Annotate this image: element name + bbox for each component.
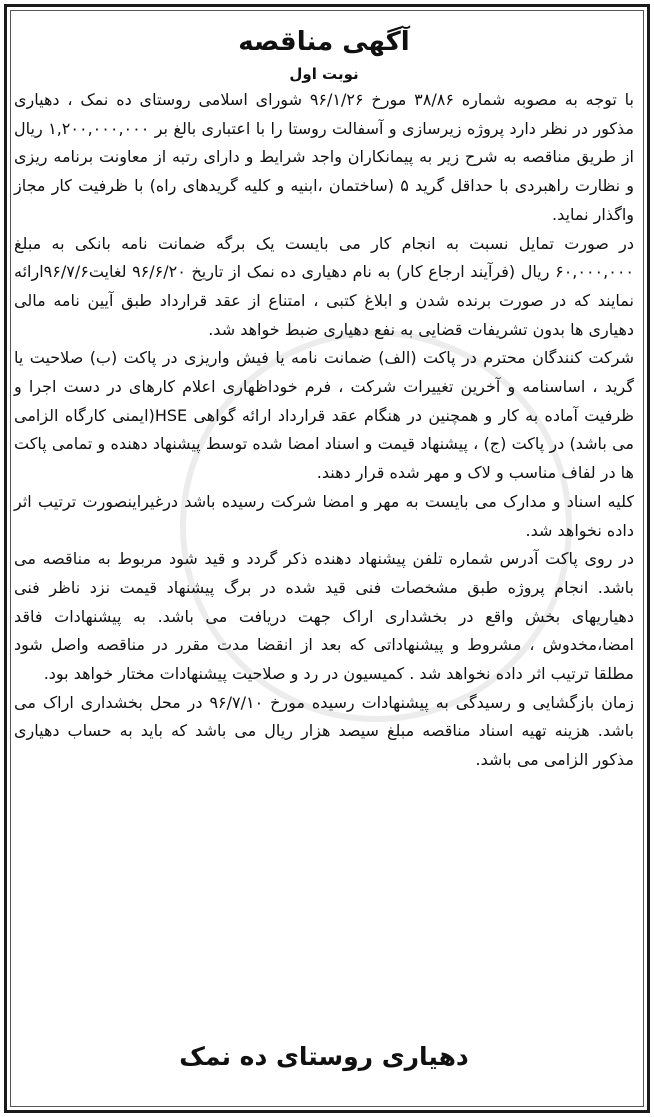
notice-title: آگهی مناقصه [238, 27, 410, 57]
notice-body [14, 26, 634, 775]
notice-subtitle: نوبت اول [289, 65, 359, 83]
paragraph-intro: با توجه به مصوبه شماره ۳۸/۸۶ مورخ ۹۶/۱/۲۶ شورای اسلامی روستای ده نمک ، دهیاری مذکور در نظر دارد پروژه زیرسازی و آسفالت روستا را با اعتباری بالغ بر ۱,۲۰۰,۰۰۰,۰۰۰ ریال از طریق مناقصه به شرح زیر به پیمانکاران واجد شرایط و دارای رتبه از معاونت برنامه ریزی و نظارت راهبردی با حداقل گرید ۵ (ساختمان ،ابنیه و کلیه گریدهای راه) با ظرفیت کار مجاز واگذار نماید. [14, 90, 635, 224]
paragraph-documents: کلیه اسناد و مدارک می بایست به مهر و امضا شرکت رسیده باشد درغیراینصورت ترتیب اثر داده نخواهد شد. [14, 491, 634, 540]
paragraph-envelopes: شرکت کنندگان محترم در پاکت (الف) ضمانت نامه یا فیش واریزی در پاکت (ب) صلاحیت یا گرید ، اساسنامه و آخرین تغییرات شرکت ، فرم خوداظهاری اعلام کارهای در دست اجرا و ظرفیت آماده به کار و همچنین در هنگام عقد قرارداد ارائه گواهی HSE(ایمنی کارگاه الزامی می باشد) در پاکت (ج) ، پیشنهاد قیمت و اسناد امضا شده توسط پیشنهاد دهنده و تمامی پاکت ها در لفاف مناسب و لاک و مهر شده قرار دهند. [14, 348, 634, 483]
signature: دهیاری روستای ده نمک [179, 1042, 469, 1071]
paragraph-guarantee: در صورت تمایل نسبت به انجام کار می بایست یک برگه ضمانت نامه بانکی به مبلغ ۶۰,۰۰۰,۰۰۰ ریال (فرآیند ارجاع کار) به نام دهیاری ده نمک از تاریخ ۹۶/۶/۲۰ لغایت۹۶/۷/۶ارائه نمایند که در صورت برنده شدن و ابلاغ کتبی ، امتناع از عقد قرارداد طبق آیین نامه مالی دهیاری ها بدون تشریفات قضایی به نفع دهیاری ضبط خواهد شد. [14, 233, 635, 339]
paragraph-opening: زمان بازگشایی و رسیدگی به پیشنهادات رسیده مورخ ۹۶/۷/۱۰ در محل بخشداری اراک می باشد. هزینه تهیه اسناد مناقصه مبلغ سیصد هزار ریال می باشد که باید به حساب دهیاری مذکور الزامی می باشد. [14, 692, 634, 770]
paragraph-conditions: در روی پاکت آدرس شماره تلفن پیشنهاد دهنده ذکر گردد و قید شود مربوط به مناقصه می باشد. انجام پروژه طبق مشخصات فنی قید شده در برگ پیشنهاد قیمت نزد ناظر فنی دهیاریهای بخش واقع در بخشداری اراک جهت دریافت می باشد. به پیشنهادات فاقد امضا،مخدوش ، مشروط و پیشنهاداتی که بعد از انقضا مدت مقرر در مناقصه واصل شود مطلقا ترتیب اثر داده نخواهد شد . کمیسیون در رد و صلاحیت پیشنهادات مختار خواهد بود. [14, 549, 634, 684]
